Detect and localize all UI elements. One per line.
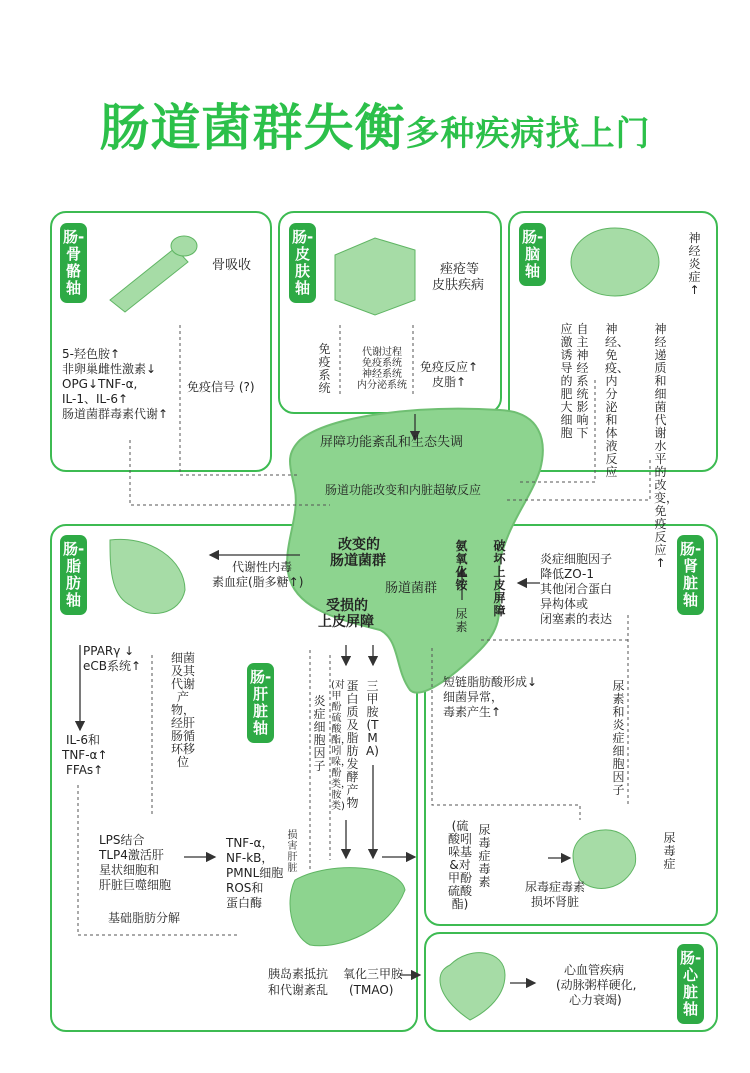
- gut-barrier-disorder: 屏障功能紊乱和生态失调: [320, 435, 464, 450]
- fat-bacteria-circulation: 细菌及其代谢产物，经肝肠循环移位: [170, 651, 195, 769]
- bone-immune-signal: 免疫信号 (?): [187, 380, 255, 394]
- heart-cvd-2: (动脉粥样硬化,: [556, 978, 637, 992]
- kidney-cytokines-3: 其他闭合蛋白: [540, 582, 613, 596]
- liver-protein-ferm: 蛋白质及脂肪发酵产物: [346, 679, 359, 810]
- tag-bone: 肠-骨骼轴: [60, 223, 87, 303]
- fat-ppar-1: PPARγ ↓: [83, 644, 135, 658]
- bone-factor-2: 非卵巢雌性激素↓: [62, 362, 157, 376]
- kidney-scfa-2: 细菌异常，: [443, 690, 504, 704]
- tag-skin: 肠-皮肤轴: [289, 223, 316, 303]
- kidney-cytokines-5: 闭塞素的表达: [540, 612, 613, 626]
- tag-kidney: 肠-肾脏轴: [677, 535, 704, 615]
- brain-neuro-inflammation: 神经炎症↑: [688, 231, 701, 297]
- liver-tnf-3: PMNL细胞: [226, 866, 284, 880]
- skin-illustration: [335, 238, 415, 315]
- liver-tmao-2: (TMAO): [349, 983, 394, 997]
- liver-lps-3: 星状细胞和: [99, 863, 160, 877]
- kidney-cytokines-4: 异构体或: [540, 597, 589, 611]
- gut-break-barrier: 破坏上皮屏障: [493, 539, 506, 618]
- skin-process-3: 神经系统: [362, 369, 402, 380]
- skin-disease-1: 痤疮等: [440, 262, 480, 277]
- brain-illustration: [571, 228, 659, 296]
- liver-insulin-2: 和代谢紊乱: [268, 983, 329, 997]
- liver-tnf-2: NF-kB，: [226, 851, 274, 865]
- gut-altered-flora-2: 肠道菌群: [330, 553, 386, 569]
- gut-flora-label: 肠道菌群: [385, 581, 438, 596]
- kidney-scfa-3: 毒素产生↑: [443, 705, 502, 719]
- brain-neurotransmitters-a: 神经递质和细菌代谢水平的改变，免疫反应↑: [654, 322, 679, 570]
- kidney-scfa-1: 短链脂肪酸形成↓: [443, 675, 538, 689]
- liver-lps-2: TLP4激活肝: [99, 848, 164, 862]
- fat-ppar-2: eCB系统↑: [83, 659, 142, 673]
- fat-il6-3: FFAs↑: [66, 763, 104, 777]
- kidney-cytokines-2: 降低ZO-1: [540, 567, 594, 581]
- kidney-urea-factor: 尿素和炎症细胞因子: [612, 679, 625, 797]
- liver-damage: 损害肝脏: [287, 830, 298, 874]
- brain-mast-cells: 应激诱导的肥大细胞: [560, 322, 573, 440]
- bone-factor-5: 肠道菌群毒素代谢↑: [62, 407, 169, 421]
- kidney-uremic-toxins: 尿毒症毒素: [478, 823, 491, 889]
- liver-tnf-1: TNF-α，: [226, 836, 274, 850]
- title-sub: 多种疾病找上门: [405, 114, 651, 154]
- heart-cvd-1: 心血管疾病: [564, 963, 625, 977]
- liver-lps-4: 肝脏巨噬细胞: [99, 878, 172, 892]
- kidney-cytokines-1: 炎症细胞因子: [540, 552, 613, 566]
- liver-tmao-1: 氧化三甲胺: [343, 967, 404, 981]
- gut-damaged-barrier-2: 上皮屏障: [318, 614, 374, 630]
- gut-urea: 尿素: [455, 607, 468, 634]
- fat-il6-1: IL-6和: [66, 733, 100, 747]
- kidney-damage-1: 尿毒症毒素: [525, 880, 586, 894]
- liver-tnf-4: ROS和: [226, 881, 264, 895]
- skin-process-2: 免疫系统: [362, 358, 402, 369]
- liver-insulin-1: 胰岛素抵抗: [268, 967, 329, 981]
- skin-process-1: 代谢过程: [362, 347, 402, 358]
- skin-reaction-1: 免疫反应↑: [420, 360, 479, 374]
- kidney-uremia: 尿毒症: [663, 831, 676, 871]
- bone-resorption-label: 骨吸收: [212, 258, 252, 273]
- liver-basal-lipolysis: 基础脂肪分解: [108, 911, 181, 925]
- liver-protein-ferm-sub: (对甲酚硫酸酯，吲哚，酚类，胺类): [331, 680, 351, 812]
- fat-endotoxemia-2: 素血症(脂多糖↑): [212, 575, 304, 589]
- gut-altered-flora-1: 改变的: [338, 537, 380, 553]
- brain-autonomic: 自主神经系统影响下: [576, 322, 589, 440]
- skin-process-4: 内分泌系统: [357, 380, 407, 391]
- kidney-toxin-paren: (硫酸吲哚基&对甲酚硫酸酯): [447, 819, 472, 911]
- fat-illustration: [110, 539, 185, 613]
- skin-disease-2: 皮肤疾病: [432, 278, 485, 293]
- gut-visceral-hypersensitivity: 肠道功能改变和内脏超敏反应: [325, 483, 482, 497]
- heart-illustration: [440, 953, 505, 1020]
- bone-factor-1: 5-羟色胺↑: [62, 347, 121, 361]
- title-main: 肠道菌群失衡: [99, 99, 406, 157]
- tag-fat: 肠-脂肪轴: [60, 535, 87, 615]
- fat-il6-2: TNF-α↑: [62, 748, 108, 762]
- tag-heart: 肠-心脏轴: [677, 944, 704, 1024]
- heart-cvd-3: 心力衰竭): [569, 993, 622, 1007]
- liver-inflam-factor: 炎症细胞因子: [313, 694, 326, 773]
- fat-endotoxemia-1: 代谢性内毒: [232, 560, 293, 574]
- bone-illustration: [110, 236, 197, 312]
- liver-illustration: [290, 868, 405, 946]
- liver-lps-1: LPS结合: [99, 833, 145, 847]
- skin-reaction-2: 皮脂↑: [432, 375, 467, 389]
- skin-immune-system: 免疫系统: [318, 342, 331, 395]
- liver-tnf-5: 蛋白酶: [226, 896, 263, 910]
- tag-liver: 肠-肝脏轴: [247, 663, 274, 743]
- bone-factor-4: IL-1、IL-6↑: [62, 392, 129, 406]
- gut-ammonia: 氨氧化铵: [455, 539, 468, 592]
- brain-neuro-immune: 神经、免疫、内分泌和体液反应: [605, 322, 630, 479]
- gut-damaged-barrier-1: 受损的: [326, 598, 368, 614]
- kidney-damage-2: 损坏肾脏: [531, 895, 580, 909]
- liver-tma: 三甲胺(TMA): [366, 679, 379, 758]
- bone-factor-3: OPG↓TNF-α,: [62, 377, 138, 391]
- tag-brain: 肠-脑轴: [519, 223, 546, 286]
